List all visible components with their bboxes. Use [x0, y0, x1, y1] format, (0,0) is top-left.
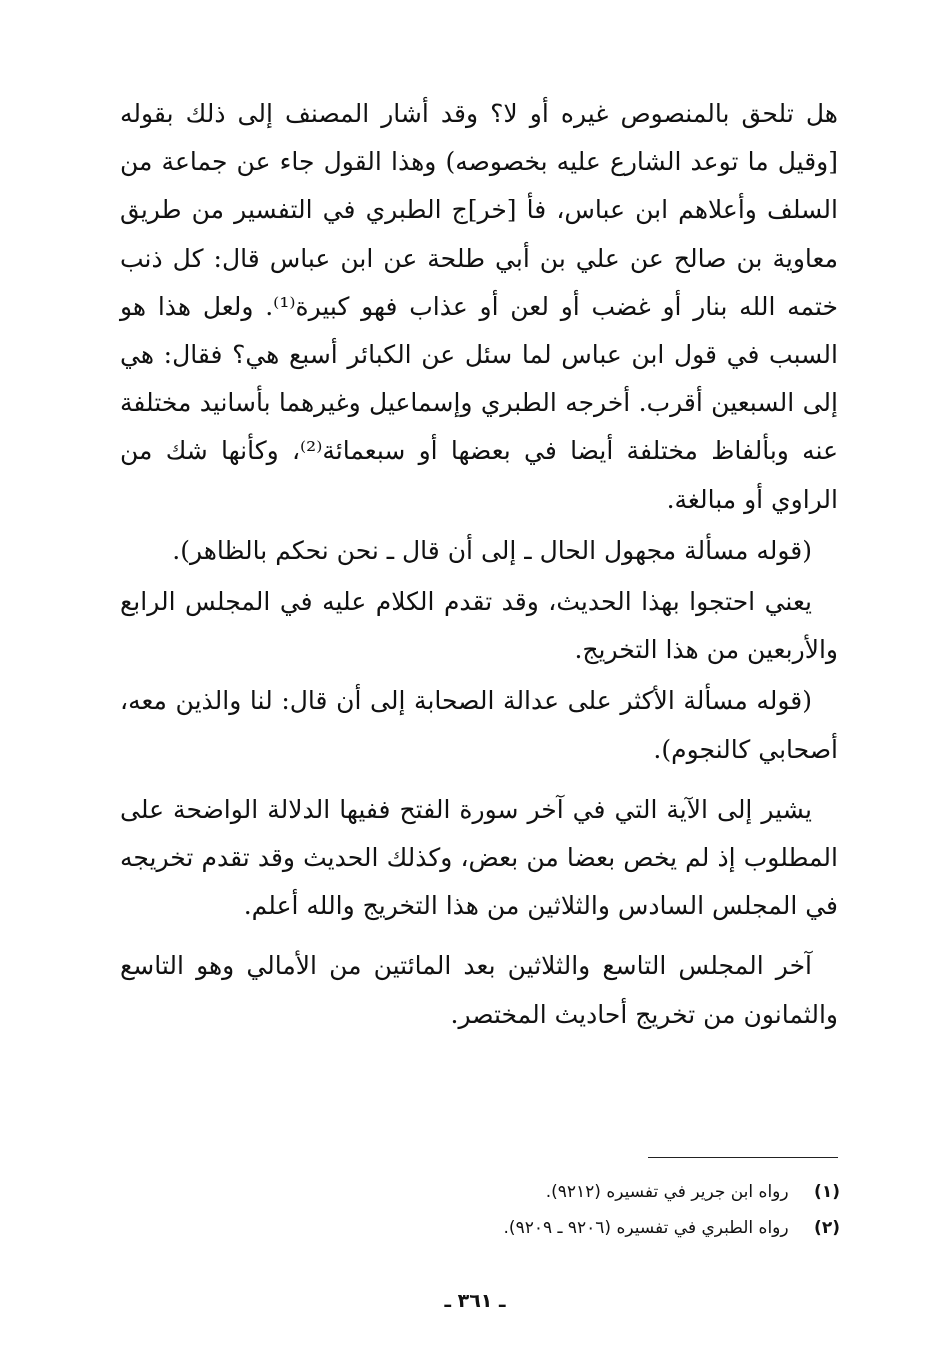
footnote-1	[300, 1174, 840, 1210]
footnotes	[300, 1174, 840, 1246]
footnote-separator	[648, 1157, 838, 1158]
paragraph-1: هل تلحق بالمنصوص غيره أو لا؟ وقد أشار المصنف إلى ذلك بقوله [وقيل ما توعد الشارع عليه بخصوصه) وهذا القول جاء عن جماعة من السلف وأعلاهم ابن عباس، فأ [خر]ج الطبري في التفسير من طريق معاوية بن صالح عن علي بن أبي طلحة عن ابن عباس قال: كل ذنب ختمه الله بنار أو غضب أو لعن أو عذاب فهو كبيرة⁽¹⁾. ولعل هذا هو السبب في قول ابن عباس لما سئل عن الكبائر أسبع هي؟ فقال: هي إلى السبعين أقرب. أخرجه الطبري وإسماعيل وغيرهما بأسانيد مختلفة عنه وبألفاظ مختلفة أيضا في بعضها أو سبعمائة⁽²⁾، وكأنها شك من الراوي أو مبالغة.	[120, 99, 838, 514]
paragraph-2-quote: (قوله مسألة مجهول الحال ـ إلى أن قال ـ نحن نحكم بالظاهر).	[172, 535, 812, 565]
footnote-1-text: رواه ابن جرير في تفسيره (٩٢١٢).	[545, 1182, 789, 1202]
paragraph-3: يعني احتجوا بهذا الحديث، وقد تقدم الكلام عليه في المجلس الرابع والأربعين من هذا التخريج.	[120, 587, 838, 665]
footnote-2-number: (٢)	[814, 1218, 840, 1238]
footnote-2	[300, 1210, 840, 1246]
page-number: ـ ٣٦١ ـ	[444, 1290, 506, 1312]
footnote-1-number: (١)	[814, 1182, 840, 1202]
main-text	[120, 90, 838, 1039]
footnote-2-text: رواه الطبري في تفسيره (٩٢٠٦ ـ ٩٢٠٩).	[503, 1218, 789, 1238]
paragraph-5: يشير إلى الآية التي في آخر سورة الفتح ففيها الدلالة الواضحة على المطلوب إذ لم يخص بعضا من بعض، وكذلك الحديث وقد تقدم تخريجه في المجلس السادس والثلاثين من هذا التخريج والله أعلم.	[120, 794, 838, 921]
paragraph-4-quote: (قوله مسألة الأكثر على عدالة الصحابة إلى أن قال: لنا والذين معه، أصحابي كالنجوم).	[120, 686, 838, 764]
paragraph-6-closing: آخر المجلس التاسع والثلاثين بعد المائتين من الأمالي وهو التاسع والثمانون من تخريج أحاديث المختصر.	[120, 951, 838, 1029]
